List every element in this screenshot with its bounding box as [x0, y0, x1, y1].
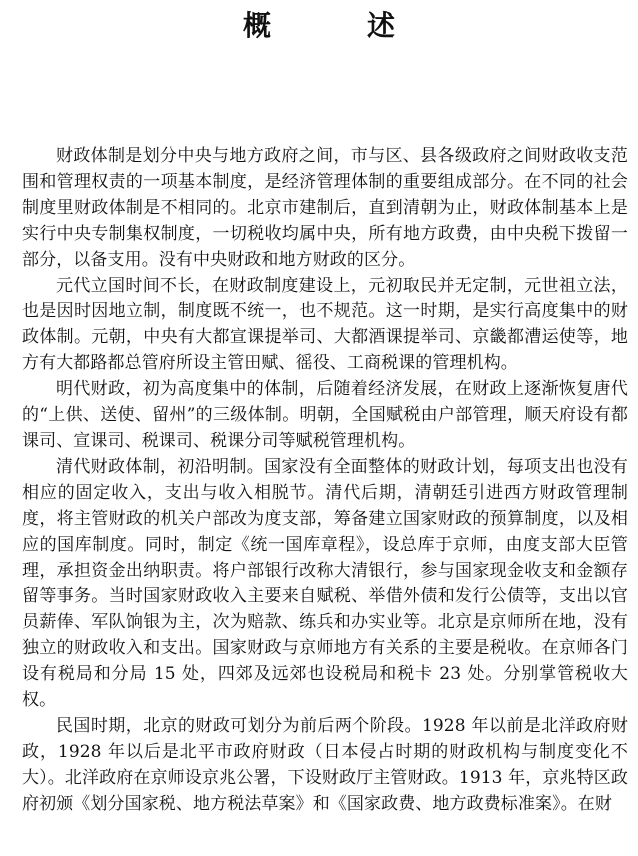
paragraph-4: 清代财政体制，初沿明制。国家没有全面整体的财政计划，每项支出也没有相应的固定收入，支出与收入相脱节。清代后期，清朝廷引进西方财政管理制度，将主管财政的机关户部改为度支部，筹备建立国家财政的预算制度，以及相应的国库制度。同时，制定《统一国库章程》，设总库于京师，由度支部大臣管理，承担资金出纳职责。将户部银行改称大清银行，参与国家现金收支和金额存留等事务。当时国家财政收入主要来自赋税、举借外债和发行公债等，支出以官员薪俸、军队饷银为主，次为赔款、练兵和办实业等。北京是京师所在地，没有独立的财政收入和支出。国家财政与京师地方有关系的主要是税收。在京师各门设有税局和分局 15 处，四郊及远郊也设税局和税卡 23 处。分别掌管税收大权。 [22, 456, 628, 711]
document-body [22, 144, 628, 818]
paragraph-3: 明代财政，初为高度集中的体制，后随着经济发展，在财政上逐渐恢复唐代的“上供、送使、留州”的三级体制。明朝，全国赋税由户部管理，顺天府设有都课司、宣课司、税课司、税课分司等赋税管理机构。 [22, 379, 628, 451]
paragraph-1: 财政体制是划分中央与地方政府之间，市与区、县各级政府之间财政收支范围和管理权责的一项基本制度，是经济管理体制的重要组成部分。在不同的社会制度里财政体制是不相同的。北京市建制后，直到清朝为止，财政体制基本上是实行中央专制集权制度，一切税收均属中央，所有地方政费，由中央税下拨留一部分，以备支用。没有中央财政和地方财政的区分。 [22, 146, 628, 270]
page-title: 概 述 [242, 9, 429, 42]
paragraph-2: 元代立国时间不长，在财政制度建设上，元初取民并无定制，元世祖立法，也是因时因地立制，制度既不统一，也不规范。这一时期，是实行高度集中的财政体制。元朝，中央有大都宣课提举司、大都酒课提举司、京畿都漕运使等，地方有大都路都总管府所设主管田赋、徭役、工商税课的管理机构。 [22, 275, 628, 374]
paragraph-5: 民国时期，北京的财政可划分为前后两个阶段。1928 年以前是北洋政府财政，1928 年以后是北平市政府财政（日本侵占时期的财政机构与制度变化不大）。北洋政府在京师设京兆公署，下设财政厅主管财政。1913 年，京兆特区政府初颁《划分国家税、地方税法草案》和《国家政费、地方政费标准案》。在财 [22, 715, 628, 814]
